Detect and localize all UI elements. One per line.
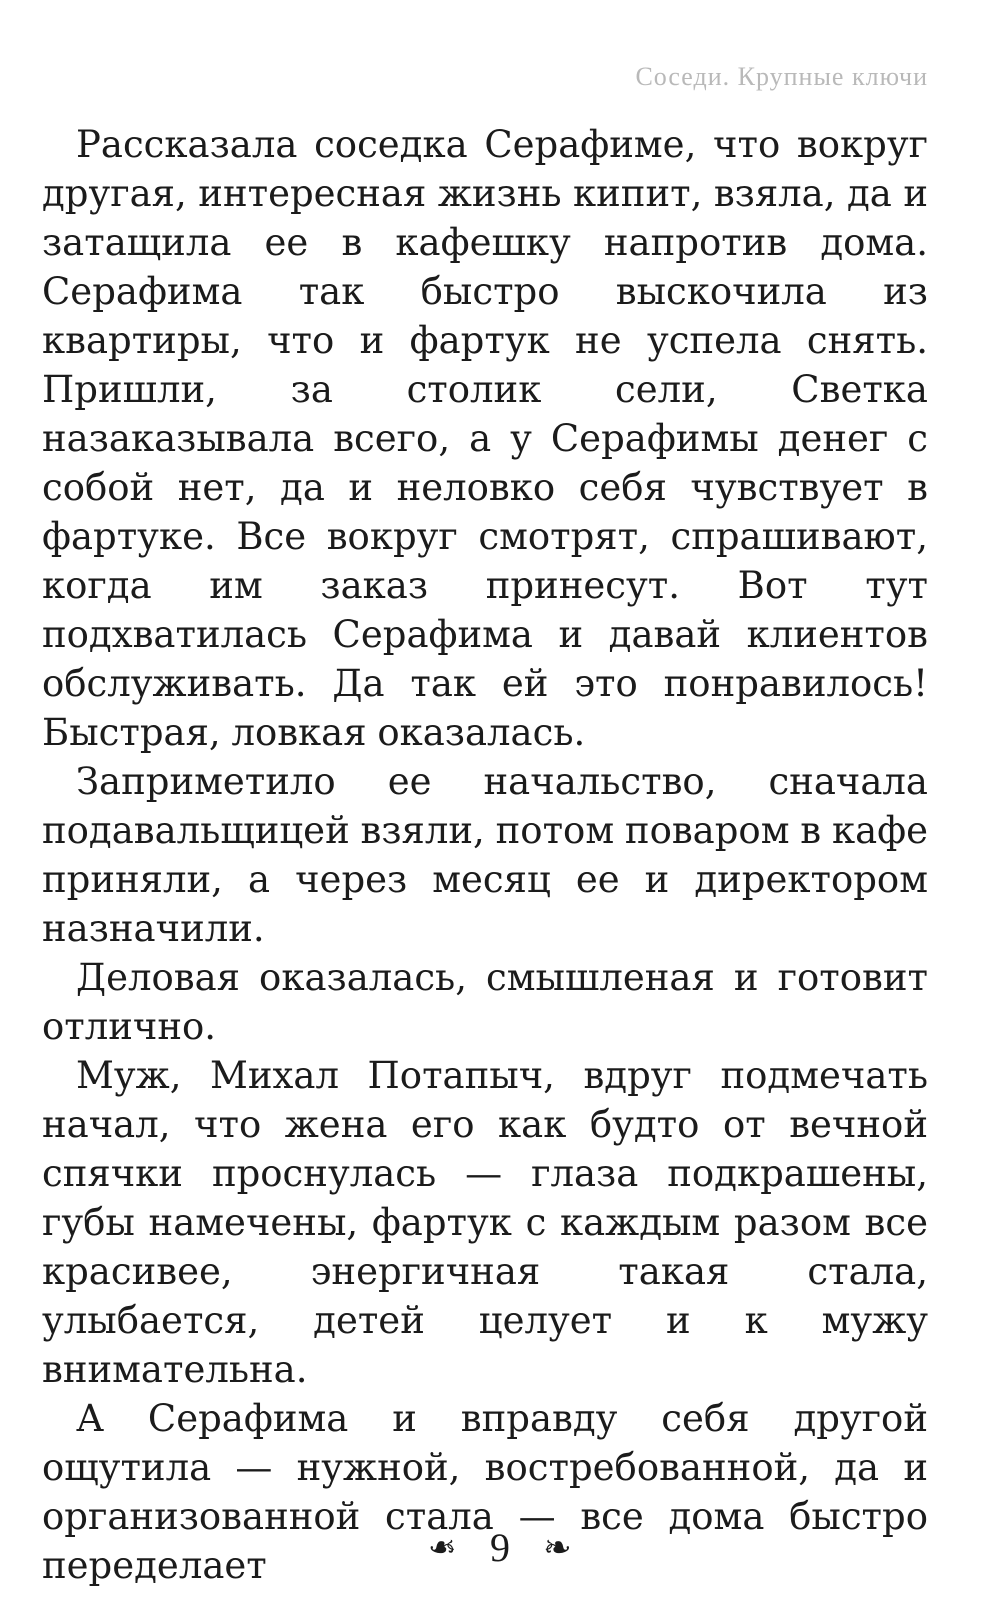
paragraph-3: Деловая оказалась, смышленая и готовит отлично.	[42, 956, 928, 1048]
paragraph-5: А Серафима и вправду себя другой ощутила — нужной, востребованной, да и организованной стала — все дома быстро переделает	[42, 1397, 928, 1587]
page-footer	[0, 1524, 1000, 1571]
running-header: Соседи. Крупные ключи	[635, 62, 928, 91]
flourish-left-icon: ❧	[428, 1527, 457, 1568]
paragraph-2: Заприметило ее начальство, сначала подавальщицей взяли, потом поваром в кафе приняли, а через месяц ее и директором назначили.	[42, 760, 928, 950]
flourish-right-icon: ❧	[543, 1527, 572, 1568]
page-number: 9	[490, 1525, 510, 1570]
paragraph-1: Рассказала соседка Серафиме, что вокруг другая, интересная жизнь кипит, взяла, да и затащила ее в кафешку напротив дома. Серафима так быстро выскочила из квартиры, что и фартук не успела снять. Пришли, за столик сели, Светка назаказывала всего, а у Серафимы денег с собой нет, да и неловко себя чувствует в фартуке. Все вокруг смотрят, спрашивают, когда им заказ принесут. Вот тут подхватилась Серафима и давай клиентов обслуживать. Да так ей это понравилось! Быстрая, ловкая оказалась.	[42, 123, 928, 754]
paragraph-4: Муж, Михал Потапыч, вдруг подмечать начал, что жена его как будто от вечной спячки проснулась — глаза подкрашены, губы намечены, фартук с каждым разом все красивее, энергичная такая стала, улыбается, детей целует и к мужу внимательна.	[42, 1054, 928, 1391]
page-text	[42, 120, 928, 1590]
